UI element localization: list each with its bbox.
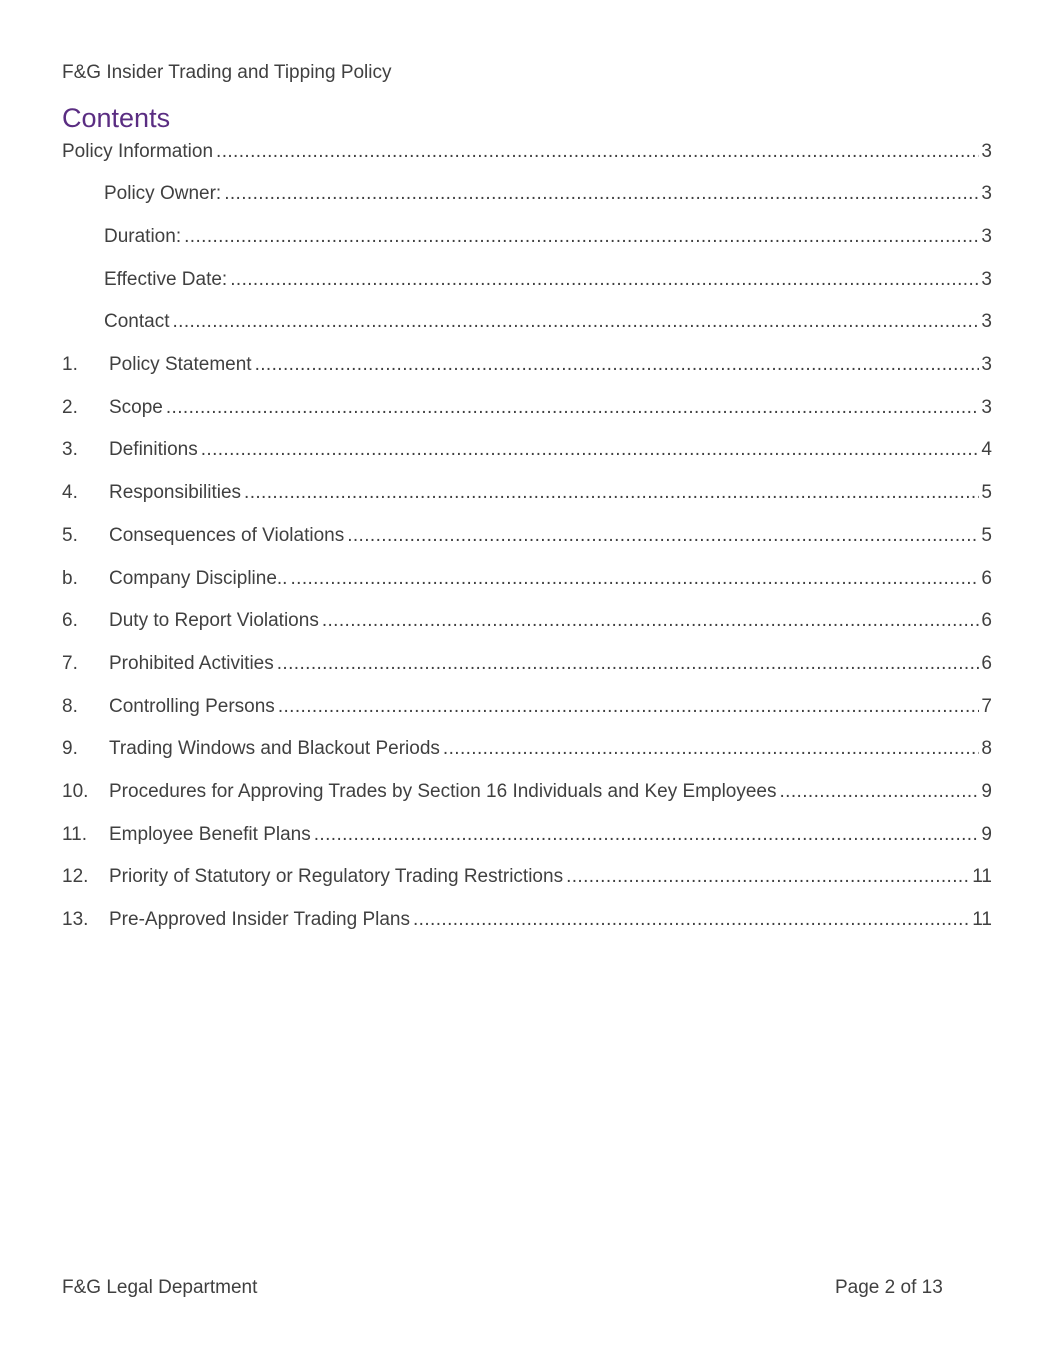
toc-entry-number: 8. xyxy=(62,695,78,717)
toc-entry-page: 9 xyxy=(981,823,992,845)
toc-entry-effective-date[interactable] xyxy=(62,258,992,301)
toc-entry-number: 12. xyxy=(62,866,89,888)
toc-entry-label: Employee Benefit Plans xyxy=(109,823,311,845)
toc-entry-label: Priority of Statutory or Regulatory Trading Restrictions xyxy=(109,866,564,888)
toc-entry-number: 7. xyxy=(62,652,78,674)
toc-entry-page: 3 xyxy=(981,311,992,333)
toc-entry-label: Policy Information xyxy=(62,141,214,162)
toc-entry-page: 11 xyxy=(972,909,992,931)
toc-leader-dots xyxy=(278,696,980,718)
toc-entry-scope[interactable] xyxy=(62,386,992,429)
toc-entry-page: 3 xyxy=(981,268,992,290)
toc-entry-label: Controlling Persons xyxy=(109,695,275,717)
toc-leader-dots xyxy=(290,568,979,590)
toc-entry-label: Procedures for Approving Trades by Section 16 Individuals and Key Employees xyxy=(109,780,777,802)
toc-entry-definitions[interactable] xyxy=(62,429,992,472)
toc-entry-number: 1. xyxy=(62,354,78,376)
toc-entry-number: 10. xyxy=(62,780,89,802)
toc-leader-dots xyxy=(184,226,979,248)
toc-entry-priority-of-restrictions[interactable] xyxy=(62,856,992,899)
toc-entry-policy-owner[interactable] xyxy=(62,173,992,216)
toc-entry-number: b. xyxy=(62,567,78,589)
toc-entry-label: Definitions xyxy=(109,439,198,461)
toc-entry-label: Prohibited Activities xyxy=(109,652,274,674)
toc-leader-dots xyxy=(443,738,980,760)
toc-entry-number: 4. xyxy=(62,482,78,504)
toc-entry-number: 2. xyxy=(62,396,78,418)
toc-entry-policy-statement[interactable] xyxy=(62,344,992,387)
toc-entry-label: Pre-Approved Insider Trading Plans xyxy=(109,909,410,931)
toc-entry-page: 3 xyxy=(981,183,992,205)
toc-entry-duration[interactable] xyxy=(62,216,992,259)
toc-entry-responsibilities[interactable] xyxy=(62,472,992,515)
toc-entry-number: 9. xyxy=(62,738,78,760)
toc-entry-duty-to-report-violations[interactable] xyxy=(62,600,992,643)
toc-entry-label: Contact xyxy=(104,311,170,333)
toc-entry-label: Company Discipline.. xyxy=(109,567,288,589)
toc-leader-dots xyxy=(413,909,970,931)
footer-page-number: Page 2 of 13 xyxy=(835,1277,943,1298)
toc-leader-dots xyxy=(255,354,980,376)
toc-entry-page: 3 xyxy=(981,396,992,418)
toc-entry-label: Responsibilities xyxy=(109,482,242,504)
toc-leader-dots xyxy=(216,141,979,163)
toc-entry-controlling-persons[interactable] xyxy=(62,685,992,728)
toc-entry-label: Policy Statement xyxy=(109,354,252,376)
toc-entry-number: 3. xyxy=(62,439,78,461)
toc-entry-page: 3 xyxy=(981,226,992,248)
toc-entry-page: 9 xyxy=(981,780,992,802)
toc-entry-pre-approved-plans[interactable] xyxy=(62,899,992,942)
toc-entry-number: 13. xyxy=(62,909,89,931)
toc-entry-label: Consequences of Violations xyxy=(109,524,345,546)
toc-entry-consequences-of-violations[interactable] xyxy=(62,515,992,558)
toc-entry-company-discipline[interactable] xyxy=(62,557,992,600)
toc-entry-label: Duty to Report Violations xyxy=(109,610,319,632)
toc-leader-dots xyxy=(347,525,979,547)
toc-leader-dots xyxy=(314,824,980,846)
toc-entry-number: 6. xyxy=(62,610,78,632)
toc-leader-dots xyxy=(230,269,979,291)
toc-entry-number: 11. xyxy=(62,823,88,845)
toc-entry-label: Scope xyxy=(109,396,163,418)
toc-entry-page: 8 xyxy=(981,738,992,760)
toc-entry-number: 5. xyxy=(62,524,78,546)
toc-entry-page: 4 xyxy=(981,439,992,461)
toc-leader-dots xyxy=(224,183,979,205)
toc-entry-label: Effective Date: xyxy=(104,268,228,290)
toc-entry-page: 6 xyxy=(981,652,992,674)
toc-entry-policy-information[interactable] xyxy=(62,131,992,173)
toc-entry-label: Policy Owner: xyxy=(104,183,222,205)
toc-entry-page: 11 xyxy=(972,866,992,888)
toc-entry-page: 6 xyxy=(981,567,992,589)
toc-entry-label: Duration: xyxy=(104,226,182,248)
toc-entry-page: 5 xyxy=(981,482,992,504)
toc-leader-dots xyxy=(277,653,980,675)
toc-entry-page: 7 xyxy=(981,695,992,717)
toc-leader-dots xyxy=(780,781,980,803)
toc-leader-dots xyxy=(172,311,979,333)
toc-leader-dots xyxy=(322,610,980,632)
document-header-title: F&G Insider Trading and Tipping Policy xyxy=(62,62,392,83)
toc-entry-label: Trading Windows and Blackout Periods xyxy=(109,738,440,760)
toc-entry-prohibited-activities[interactable] xyxy=(62,643,992,686)
toc-leader-dots xyxy=(566,866,970,888)
toc-entry-procedures-for-approving-trades[interactable] xyxy=(62,771,992,814)
toc-entry-trading-windows[interactable] xyxy=(62,728,992,771)
toc-leader-dots xyxy=(201,439,980,461)
table-of-contents xyxy=(62,131,992,941)
toc-entry-page: 6 xyxy=(981,610,992,632)
toc-leader-dots xyxy=(244,482,979,504)
toc-heading: Contents xyxy=(62,103,171,133)
toc-entry-page: 3 xyxy=(981,354,992,376)
toc-entry-contact[interactable] xyxy=(62,301,992,344)
toc-entry-employee-benefit-plans[interactable] xyxy=(62,813,992,856)
toc-leader-dots xyxy=(166,397,980,419)
footer-department: F&G Legal Department xyxy=(62,1277,258,1298)
toc-entry-page: 5 xyxy=(981,524,992,546)
toc-entry-page: 3 xyxy=(981,141,992,162)
